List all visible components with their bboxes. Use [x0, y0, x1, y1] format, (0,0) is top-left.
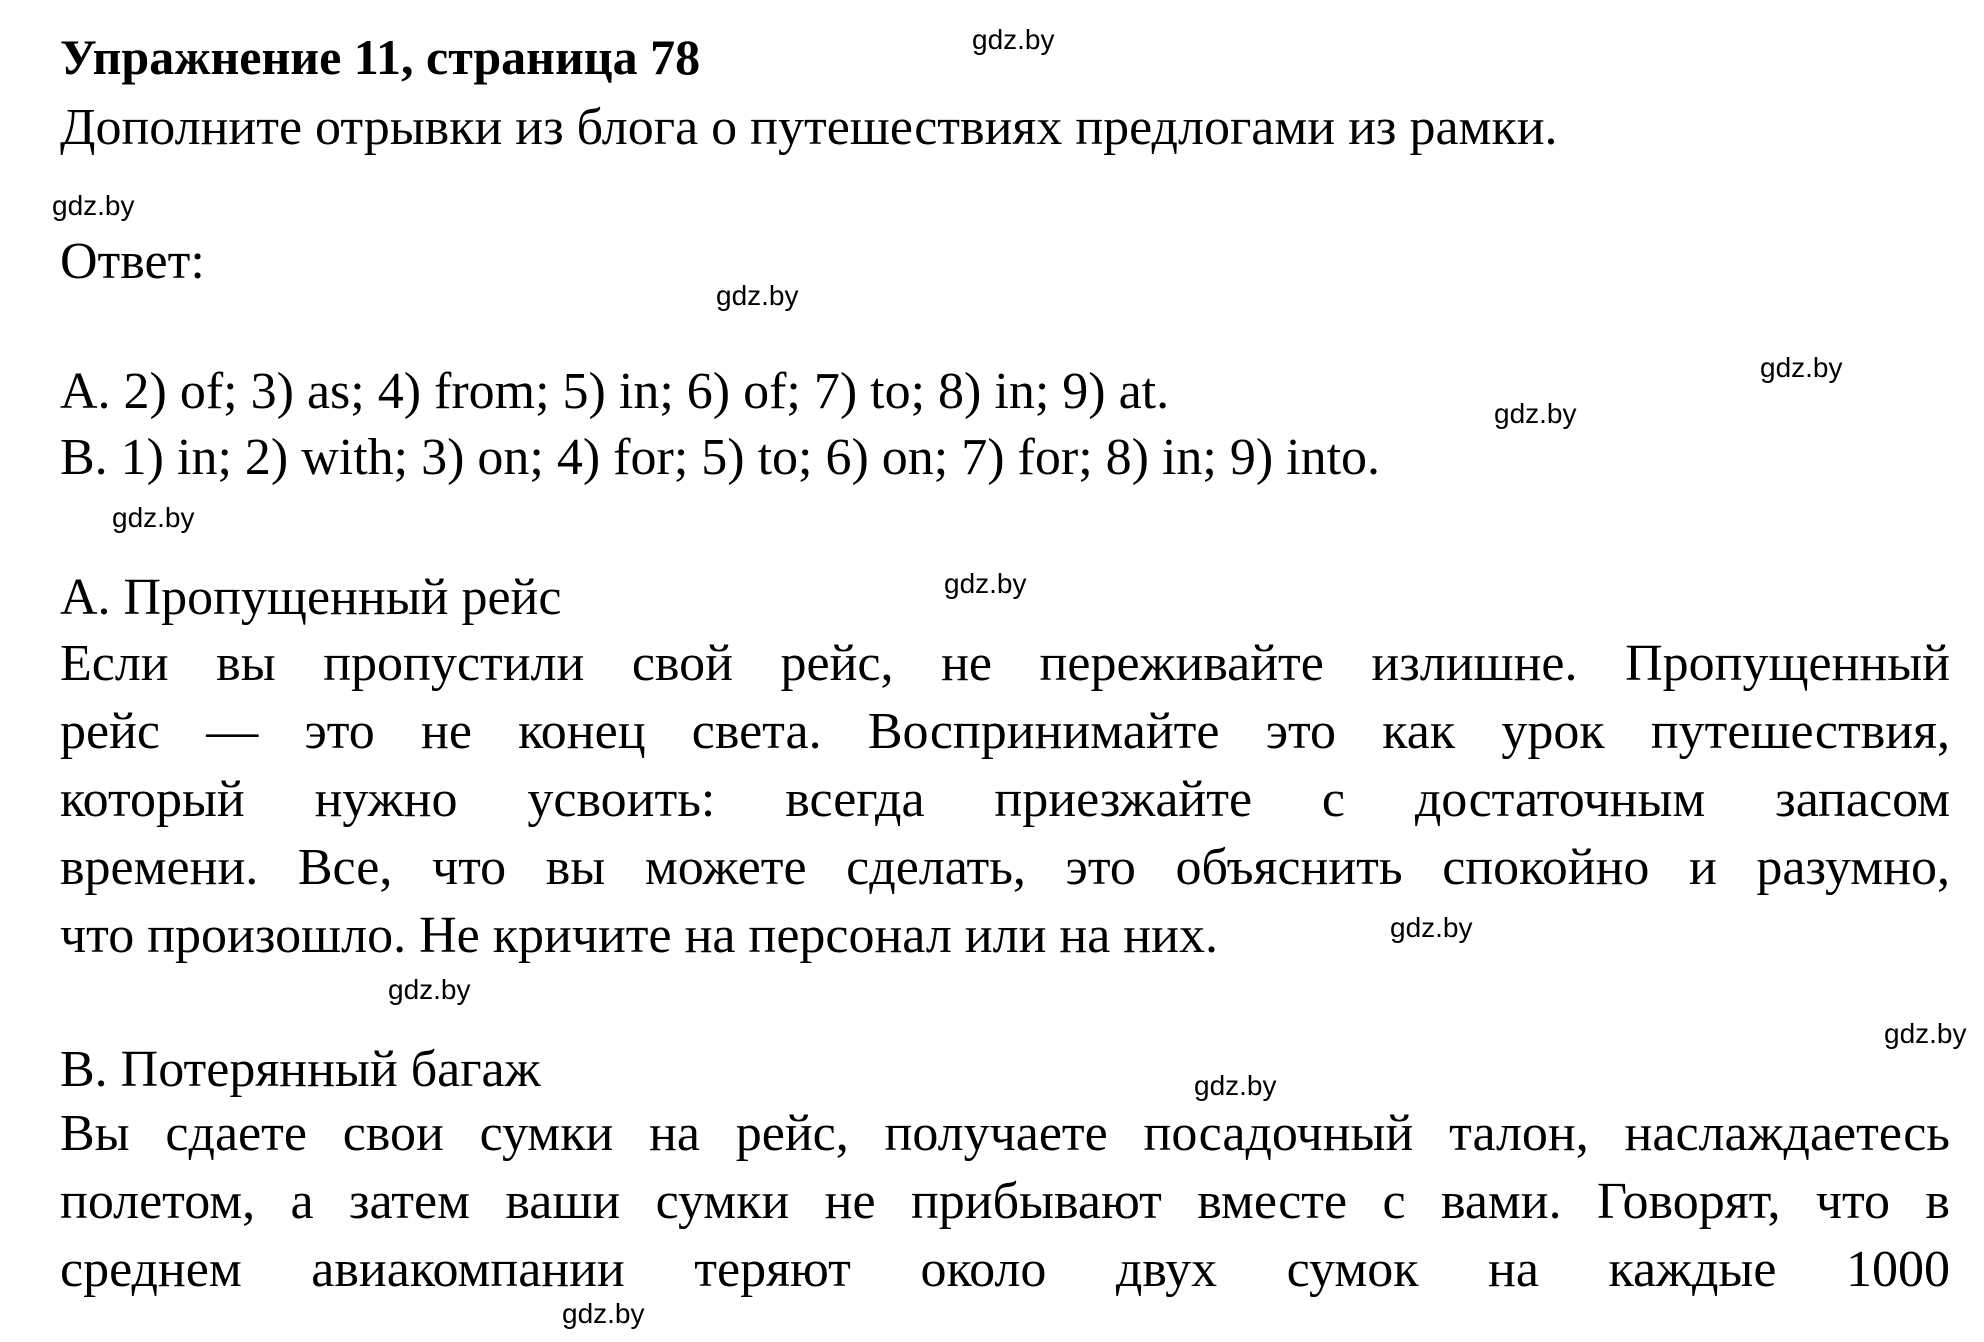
- section-paragraph-b: [60, 1100, 1950, 1304]
- watermark: gdz.by: [1494, 398, 1577, 429]
- watermark: gdz.by: [1884, 1018, 1967, 1049]
- task-text: Дополните отрывки из блога о путешествиях предлогами из рамки.: [60, 99, 1558, 156]
- paragraph-line: Если вы пропустили свой рейс, не переживайте излишне. Пропущенный: [60, 635, 1950, 692]
- page-title: Упражнение 11, страница 78: [60, 29, 701, 85]
- paragraph-line: рейс — это не конец света. Воспринимайте это как урок путешествия,: [60, 703, 1950, 760]
- paragraph-line: который нужно усвоить: всегда приезжайте с достаточным запасом: [60, 771, 1950, 828]
- watermark: gdz.by: [1760, 352, 1843, 383]
- section-heading-b: B. Потерянный багаж: [60, 1041, 541, 1098]
- answer-line-a: A. 2) of; 3) as; 4) from; 5) in; 6) of; 7) to; 8) in; 9) at.: [60, 363, 1170, 420]
- answer-label: Ответ:: [60, 233, 205, 290]
- watermark: gdz.by: [388, 974, 471, 1005]
- watermark: gdz.by: [52, 190, 135, 221]
- paragraph-line: Вы сдаете свои сумки на рейс, получаете посадочный талон, наслаждаетесь: [60, 1105, 1950, 1162]
- paragraph-line: времени. Все, что вы можете сделать, это объяснить спокойно и разумно,: [60, 839, 1950, 896]
- watermark: gdz.by: [112, 502, 195, 533]
- paragraph-line: полетом, а затем ваши сумки не прибывают вместе с вами. Говорят, что в: [60, 1173, 1950, 1230]
- watermark: gdz.by: [1390, 912, 1473, 943]
- watermark: gdz.by: [972, 24, 1055, 55]
- watermark: gdz.by: [1194, 1070, 1277, 1101]
- watermark: gdz.by: [562, 1298, 645, 1329]
- section-paragraph-a: [60, 630, 1950, 970]
- section-heading-a: A. Пропущенный рейс: [60, 569, 562, 626]
- paragraph-line: что произошло. Не кричите на персонал или на них.: [60, 907, 1218, 964]
- paragraph-line: среднем авиакомпании теряют около двух сумок на каждые 1000: [60, 1241, 1950, 1298]
- answer-line-b: B. 1) in; 2) with; 3) on; 4) for; 5) to; 6) on; 7) for; 8) in; 9) into.: [60, 429, 1381, 486]
- watermark: gdz.by: [716, 280, 799, 311]
- watermark: gdz.by: [944, 568, 1027, 599]
